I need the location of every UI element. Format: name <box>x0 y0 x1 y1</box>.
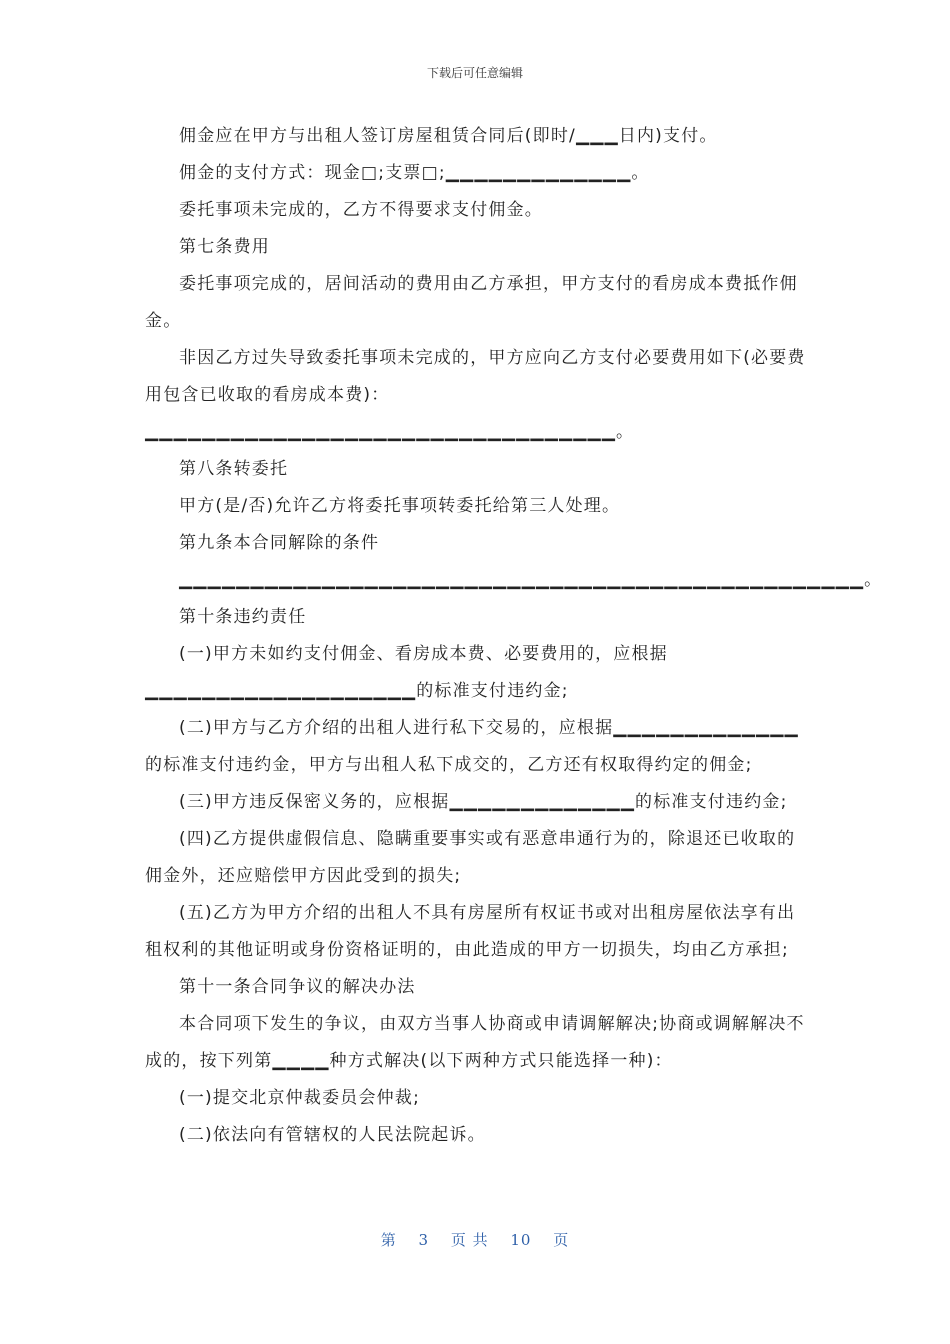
footer-total-pages: 10 <box>510 1231 532 1249</box>
paragraph-commission-timing: 佣金应在甲方与出租人签订房屋租赁合同后(即时/▁▁▁日内)支付。 <box>179 126 718 146</box>
paragraph-subdelegation: 甲方(是/否)允许乙方将委托事项转委托给第三人处理。 <box>179 496 621 516</box>
paragraph-dispute: 本合同项下发生的争议，由双方当事人协商或申请调解解决;协商或调解解决不成的，按下列第▁▁▁▁种方式解决(以下两种方式只能选择一种)： <box>145 1014 805 1071</box>
paragraph-dispute-option-2: (二)依法向有管辖权的人民法院起诉。 <box>179 1125 486 1145</box>
page-footer <box>0 1229 950 1250</box>
article-7-heading: 第七条费用 <box>179 237 270 257</box>
paragraph-costs-not-completed: 非因乙方过失导致委托事项未完成的，甲方应向乙方支付必要费用如下(必要费用包含已收取的看房成本费)：▁▁▁▁▁▁▁▁▁▁▁▁▁▁▁▁▁▁▁▁▁▁▁▁▁▁▁▁▁▁▁▁▁。 <box>145 348 806 442</box>
paragraph-dispute-option-1: (一)提交北京仲裁委员会仲裁; <box>179 1088 420 1108</box>
footer-middle: 页 共 <box>450 1231 489 1249</box>
article-8-heading: 第八条转委托 <box>179 459 289 479</box>
paragraph-liability-2: (二)甲方与乙方介绍的出租人进行私下交易的，应根据▁▁▁▁▁▁▁▁▁▁▁▁▁的标准支付违约金，甲方与出租人私下成交的，乙方还有权取得约定的佣金; <box>145 718 799 775</box>
paragraph-payment-method: 佣金的支付方式：现金□;支票□;▁▁▁▁▁▁▁▁▁▁▁▁▁。 <box>179 163 650 183</box>
paragraph-termination-blank: ▁▁▁▁▁▁▁▁▁▁▁▁▁▁▁▁▁▁▁▁▁▁▁▁▁▁▁▁▁▁▁▁▁▁▁▁▁▁▁▁▁▁▁▁▁▁▁▁。 <box>179 570 883 590</box>
paragraph-costs-completed: 委托事项完成的，居间活动的费用由乙方承担，甲方支付的看房成本费抵作佣金。 <box>145 274 798 331</box>
article-11-heading: 第十一条合同争议的解决办法 <box>179 977 416 997</box>
paragraph-no-commission: 委托事项未完成的，乙方不得要求支付佣金。 <box>179 200 543 220</box>
paragraph-liability-3: (三)甲方违反保密义务的，应根据▁▁▁▁▁▁▁▁▁▁▁▁▁的标准支付违约金; <box>179 792 788 812</box>
paragraph-liability-5: (五)乙方为甲方介绍的出租人不具有房屋所有权证书或对出租房屋依法享有出租权利的其他证明或身份资格证明的，由此造成的甲方一切损失，均由乙方承担; <box>145 903 796 960</box>
paragraph-liability-4: (四)乙方提供虚假信息、隐瞒重要事实或有恶意串通行为的，除退还已收取的佣金外，还应赔偿甲方因此受到的损失; <box>145 829 796 886</box>
article-10-heading: 第十条违约责任 <box>179 607 307 627</box>
footer-suffix: 页 <box>553 1231 570 1249</box>
paragraph-liability-1: (一)甲方未如约支付佣金、看房成本费、必要费用的，应根据▁▁▁▁▁▁▁▁▁▁▁▁▁▁▁▁▁▁▁的标准支付违约金; <box>145 644 668 701</box>
footer-page-number: 3 <box>418 1231 430 1249</box>
footer-prefix: 第 <box>380 1231 397 1249</box>
page-header: 下载后可任意编辑 <box>426 66 523 80</box>
article-9-heading: 第九条本合同解除的条件 <box>179 533 380 553</box>
document-body <box>145 118 883 1154</box>
